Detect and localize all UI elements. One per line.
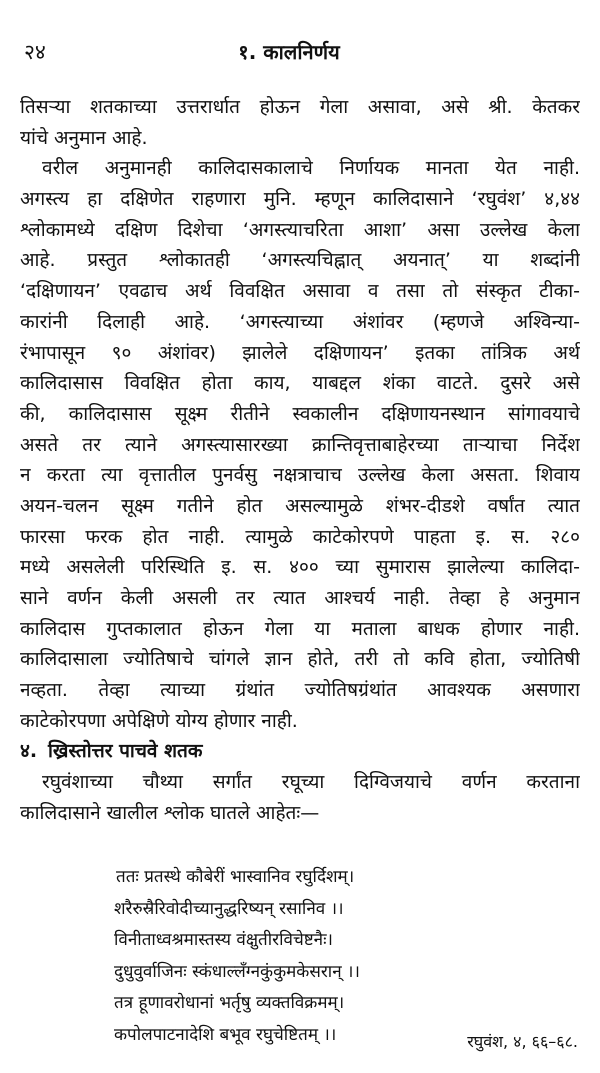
text-line: न करता त्या वृत्तातील पुनर्वसु नक्षत्राचाच उल्लेख केला असता. शिवाय xyxy=(20,464,580,487)
text-line: वरील अनुमानही कालिदासकालाचे निर्णायक मानता येत नाही. xyxy=(42,157,580,180)
text-line: श्लोकामध्ये दक्षिण दिशेचा ‘अगस्त्याचरिता आशा’ असा उल्लेख केला xyxy=(20,218,580,241)
section-number: ४. xyxy=(20,740,38,763)
text-line: कालिदासाने खालील श्लोक घातले आहेतः— xyxy=(20,802,320,825)
text-line: कालिदास गुप्तकालात होऊन गेला या मताला बाधक होणार नाही. xyxy=(20,617,580,640)
text-line: कालिदासाला ज्योतिषाचे चांगले ज्ञान होते, तरी तो कवि होता, ज्योतिषी xyxy=(20,648,580,671)
text-line: अगस्त्य हा दक्षिणेत राहणारा मुनि. म्हणून कालिदासाने ‘रघुवंश’ ४,४४ xyxy=(20,188,580,211)
verse-line: दुधुवुर्वाजिनः स्कंधाल्लॅंग्नकुंकुमकेसरान् ।। xyxy=(114,961,360,982)
text-line: अयन-चलन सूक्ष्म गतीने होत असल्यामुळे शंभर-दीडशे वर्षांत त्यात xyxy=(20,494,580,517)
verse-line: कपोलपाटनादेशि बभूव रघुचेष्टितम् ।। xyxy=(114,1024,337,1045)
text-line: की, कालिदासास सूक्ष्म रीतीने स्वकालीन दक्षिणायनस्थान सांगावयाचे xyxy=(20,402,580,425)
verse-citation: रघुवंश, ४, ६६–६८. xyxy=(467,1032,578,1051)
text-line: रघुवंशाच्या चौथ्या सर्गांत रघूच्या दिग्विजयाचे वर्णन करताना xyxy=(42,771,580,794)
verse-line: तत्र हूणावरोधानां भर्तृषु व्यक्तविक्रमम्। xyxy=(114,993,345,1013)
verse-line: विनीताध्वश्रमास्तस्य वंक्षुतीरविचेष्टनैः। xyxy=(114,930,333,950)
body-text xyxy=(20,92,580,829)
verse-line: शरैरुस्रैरिवोदीच्यानुद्धरिष्यन् रसानिव ।। xyxy=(114,898,344,919)
section-heading xyxy=(20,736,580,767)
verse-line: ततः प्रतस्थे कौबेरीं भास्वानिव रघुर्दिशम्। xyxy=(116,867,355,887)
text-line: आहे. प्रस्तुत श्लोकातही ‘अगस्त्यचिह्नात् अयनात्’ या शब्दांनी xyxy=(20,249,580,272)
verse-block xyxy=(20,862,580,1051)
text-line: असते तर त्याने अगस्त्यासारख्या क्रान्तिवृत्ताबाहेरच्या ताऱ्याचा निर्देश xyxy=(20,433,580,456)
text-line: रंभापासून ९० अंशांवर) झालेले दक्षिणायन’ इतका तांत्रिक अर्थ xyxy=(20,341,580,364)
text-line: कारांनी दिलाही आहे. ‘अगस्त्याच्या अंशांवर (म्हणजे अश्विन्या- xyxy=(20,310,580,333)
text-line: कालिदासास विवक्षित होता काय, याबद्दल शंका वाटते. दुसरे असे xyxy=(20,372,580,395)
section-title: ख्रिस्तोत्तर पाचवे शतक xyxy=(48,740,203,763)
text-line: तिसऱ्या शतकाच्या उत्तरार्धात होऊन गेला असावा, असे श्री. केतकर xyxy=(20,96,580,118)
page-header xyxy=(24,38,576,72)
running-head: १. कालनिर्णय xyxy=(238,40,340,64)
text-line: मध्ये असलेली परिस्थिति इ. स. ४०० च्या सुमारास झालेल्या कालिदा- xyxy=(20,556,580,579)
text-line: फारसा फरक होत नाही. त्यामुळे काटेकोरपणे पाहता इ. स. २८० xyxy=(20,525,580,548)
text-line: ‘दक्षिणायन’ एवढाच अर्थ विवक्षित असावा व तसा तो संस्कृत टीका- xyxy=(20,280,580,303)
page-number: २४ xyxy=(24,40,46,64)
text-line: नव्हता. तेव्हा त्याच्या ग्रंथांत ज्योतिषग्रंथांत आवश्यक असणारा xyxy=(20,679,580,702)
text-line: यांचे अनुमान आहे. xyxy=(20,126,148,149)
text-line: काटेकोरपणा अपेक्षिणे योग्य होणार नाही. xyxy=(20,709,298,732)
text-line: साने वर्णन केली असली तर त्यात आश्चर्य नाही. तेव्हा हे अनुमान xyxy=(20,587,580,609)
